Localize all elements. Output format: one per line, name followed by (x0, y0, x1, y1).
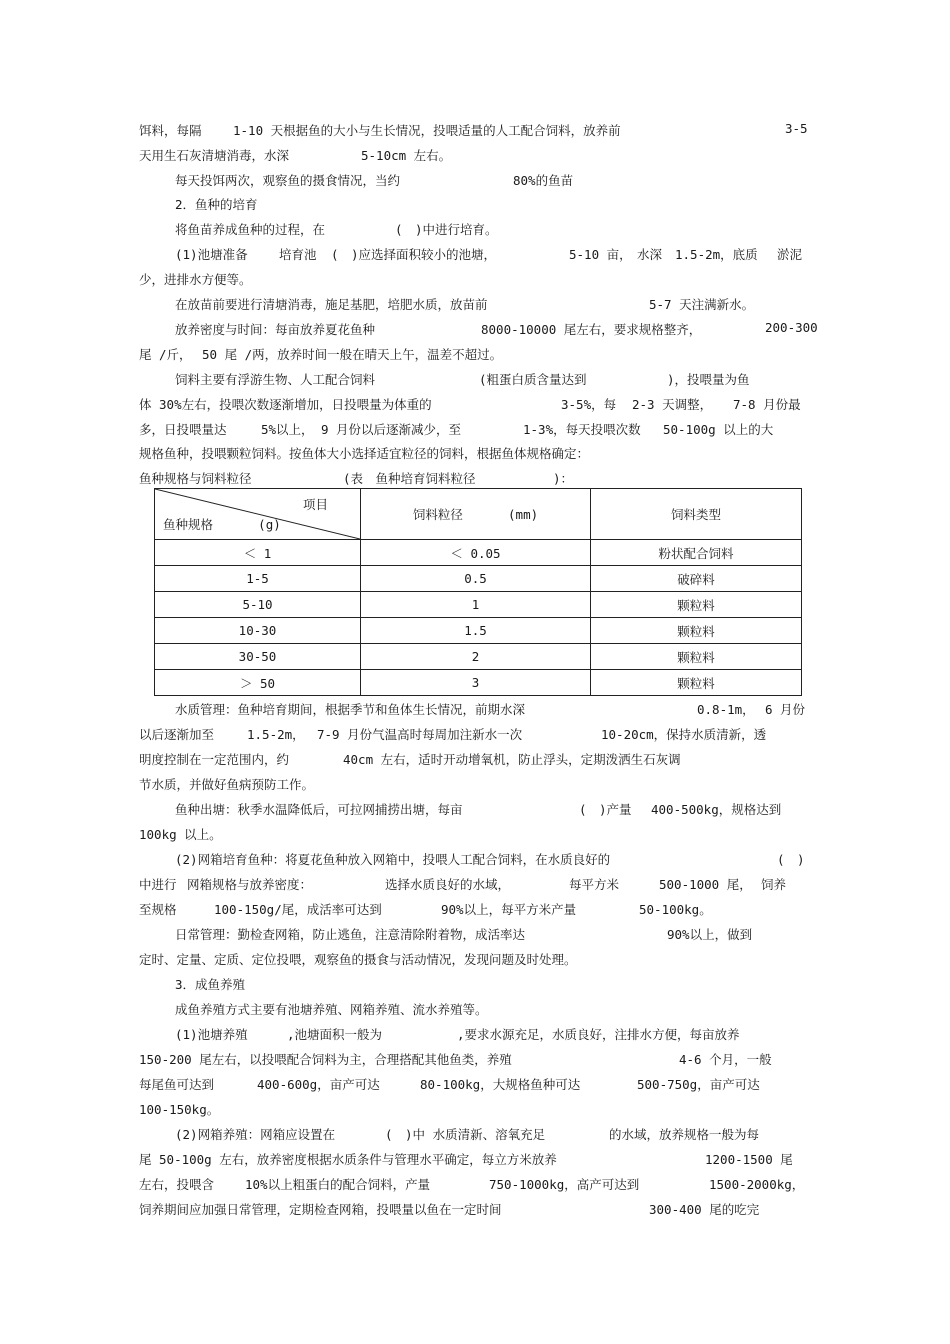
text-segment: 规格鱼种，投喂颗粒饲料。按鱼体大小选择适宜粒径的饲料，根据鱼体规格确定： (139, 446, 590, 461)
text-segment: 饵料，每隔 (139, 123, 202, 138)
table-row (155, 566, 802, 592)
cell-size: ＞ 50 (155, 670, 361, 696)
text-segment: 饲养期间应加强日常管理，定期检查网箱，投喂量以鱼在一定时间 (139, 1202, 502, 1217)
text-segment: 天用生石灰清塘消毒，水深 (139, 148, 290, 163)
text-segment: 将鱼苗养成鱼种的过程，在 (175, 222, 326, 237)
text-segment: 尾 50-100g 左右，放养密度根据水质条件与管理水平确定，每立方米放养 (139, 1152, 557, 1167)
table-header-row (155, 489, 802, 540)
text-line (0, 1150, 950, 1172)
text-segment: 10%以上粗蛋白的配合饲料，产量 (245, 1177, 431, 1192)
text-segment: ( ) (777, 852, 805, 867)
text-segment: 4-6 个月，一般 (679, 1052, 772, 1067)
text-segment: 90%以上，做到 (667, 927, 753, 942)
text-segment: ,池塘面积一般为 (287, 1027, 383, 1042)
feed-size-table (154, 488, 802, 696)
text-line (0, 370, 950, 392)
text-line (0, 1200, 950, 1222)
text-line (0, 270, 950, 292)
text-segment: 5-10cm 左右。 (361, 148, 452, 163)
text-segment: 多，日投喂量达 (139, 422, 227, 437)
text-segment: 鱼种规格与饲料粒径 (139, 471, 252, 486)
text-line (0, 220, 950, 242)
text-line (0, 700, 950, 722)
text-segment: 500-750g，亩产可达 (637, 1077, 760, 1092)
text-segment: )，投喂量为鱼 (667, 372, 750, 387)
text-segment: 100-150g/尾，成活率可达到 (214, 902, 382, 917)
text-segment: (粗蛋白质含量达到 (479, 372, 587, 387)
header-item: 项目 (302, 497, 328, 512)
text-segment: 7-9 月份气温高时每周加注新水一次 (317, 727, 523, 742)
text-segment: 明度控制在一定范围内，约 (139, 752, 290, 767)
text-segment: 5-10 亩， (569, 247, 632, 262)
text-line (0, 1125, 950, 1147)
text-segment: 3-5%，每 (561, 397, 617, 412)
text-segment: 400-500kg，规格达到 (651, 802, 782, 817)
table-row (155, 540, 802, 566)
section-heading (0, 195, 950, 217)
text-line (0, 1175, 950, 1197)
table-row (155, 592, 802, 618)
text-segment: 400-600g，亩产可达 (257, 1077, 380, 1092)
cell-particle: 3 (361, 670, 591, 696)
text-segment: 750-1000kg，高产可达到 (489, 1177, 640, 1192)
text-segment: 40cm 左右，适时开动增氧机，防止浮头，定期泼洒生石灰调 (343, 752, 681, 767)
text-segment: 日常管理：勤检查网箱，防止逃鱼，注意清除附着物，成活率达 (175, 927, 526, 942)
text-segment: 3-5 (785, 121, 808, 136)
text-line (0, 875, 950, 897)
text-segment: 50-100g 以上的大 (663, 422, 774, 437)
text-segment: 7-8 月份最 (733, 397, 801, 412)
text-line (0, 1050, 950, 1072)
text-segment: 尾 /斤， (139, 347, 192, 362)
text-segment: 500-1000 尾， (659, 877, 752, 892)
text-segment: 1500-2000kg， (709, 1177, 805, 1192)
text-segment: 10-20cm，保持水质清新，透 (601, 727, 767, 742)
text-segment: 饲养 (761, 877, 787, 892)
text-segment: 2．鱼种的培育 (175, 197, 258, 212)
table-row (155, 618, 802, 644)
text-segment: 100-150kg。 (139, 1102, 220, 1117)
text-segment: (表 鱼种培育饲料粒径 (343, 471, 476, 486)
text-segment: 90%以上，每平方米产量 (441, 902, 577, 917)
table-row (155, 670, 802, 696)
table-row (155, 644, 802, 670)
cell-size: 30-50 (155, 644, 361, 670)
header-feed-size-unit: (mm) (508, 507, 539, 522)
cell-size: ＜ 1 (155, 540, 361, 566)
text-segment: ( )产量 (579, 802, 632, 817)
text-segment: 3．成鱼养殖 (175, 977, 246, 992)
header-feed-type: 饲料类型 (591, 489, 802, 540)
text-segment: (2)网箱培育鱼种：将夏花鱼种放入网箱中，投喂人工配合饲料，在水质良好的 (175, 852, 611, 867)
text-segment: 50 尾 /两，放养时间一般在晴天上午，温差不超过。 (202, 347, 503, 362)
cell-size: 1-5 (155, 566, 361, 592)
text-segment: 的水域，放养规格一般为每 (609, 1127, 760, 1142)
cell-size: 10-30 (155, 618, 361, 644)
text-segment: (1)池塘养殖 (175, 1027, 248, 1042)
header-size-label: 鱼种规格 (163, 517, 214, 532)
text-segment: 至规格 (139, 902, 177, 917)
text-segment: 淤泥 (777, 247, 803, 262)
cell-particle: 2 (361, 644, 591, 670)
text-line (0, 245, 950, 267)
diagonal-header-cell (155, 489, 361, 540)
text-segment: 中进行 (139, 877, 177, 892)
text-segment: 少，进排水方便等。 (139, 272, 252, 287)
header-size (163, 515, 281, 533)
text-segment: 培育池 (279, 247, 317, 262)
text-segment: )： (553, 471, 574, 486)
text-segment: 150-200 尾左右，以投喂配合饲料为主，合理搭配其他鱼类，养殖 (139, 1052, 512, 1067)
text-line (0, 395, 950, 417)
text-segment: 选择水质良好的水域， (385, 877, 511, 892)
text-segment: 水质管理：鱼种培育期间，根据季节和鱼体生长情况，前期水深 (175, 702, 526, 717)
text-segment: 2-3 天调整， (632, 397, 713, 412)
text-line (0, 800, 950, 822)
text-line (0, 900, 950, 922)
cell-type: 颗粒料 (591, 644, 802, 670)
text-segment: 成鱼养殖方式主要有池塘养殖、网箱养殖、流水养殖等。 (175, 1002, 488, 1017)
text-segment: 左右，投喂含 (139, 1177, 215, 1192)
text-segment: 每天投饵两次，观察鱼的摄食情况，当约 (175, 173, 401, 188)
text-line (0, 295, 950, 317)
text-segment: 以后逐渐加至 (139, 727, 215, 742)
text-segment: 每尾鱼可达到 (139, 1077, 215, 1092)
text-line (0, 950, 950, 972)
text-line (0, 775, 950, 797)
text-segment: ( )应选择面积较小的池塘， (331, 247, 497, 262)
text-line (0, 1100, 950, 1122)
text-segment: 1-3%，每天投喂次数 (523, 422, 641, 437)
text-segment: 体 30%左右，投喂次数逐渐增加，日投喂量为体重的 (139, 397, 432, 412)
cell-type: 颗粒料 (591, 592, 802, 618)
text-segment: ( )中进行培育。 (395, 222, 498, 237)
text-segment: 节水质，并做好鱼病预防工作。 (139, 777, 315, 792)
text-line (0, 725, 950, 747)
text-segment: 9 月份以后逐渐减少，至 (321, 422, 462, 437)
cell-particle: 1.5 (361, 618, 591, 644)
text-line (0, 750, 950, 772)
text-line (0, 444, 950, 466)
text-segment: 水深 (637, 247, 663, 262)
text-segment: ( )中 水质清新、溶氧充足 (385, 1127, 546, 1142)
text-segment: (1)池塘准备 (175, 247, 248, 262)
cell-type: 颗粒料 (591, 618, 802, 644)
text-segment: (2)网箱养殖：网箱应设置在 (175, 1127, 336, 1142)
text-segment: 5%以上， (261, 422, 314, 437)
text-segment: 放养密度与时间：每亩放养夏花鱼种 (175, 322, 376, 337)
text-segment: 0.8-1m， (697, 702, 755, 717)
text-line (0, 1025, 950, 1047)
cell-particle: 0.5 (361, 566, 591, 592)
header-size-unit: (g) (258, 517, 281, 532)
text-line (0, 1075, 950, 1097)
cell-type: 粉状配合饲料 (591, 540, 802, 566)
text-segment: 1.5-2m， (247, 727, 305, 742)
text-line (0, 850, 950, 872)
text-segment: 网箱规格与放养密度： (187, 877, 313, 892)
text-line (0, 121, 950, 143)
cell-type: 颗粒料 (591, 670, 802, 696)
text-line (0, 1000, 950, 1022)
text-segment: 1.5-2m，底质 (675, 247, 758, 262)
text-segment: 50-100kg。 (639, 902, 712, 917)
cell-size: 5-10 (155, 592, 361, 618)
text-segment: 80-100kg，大规格鱼种可达 (420, 1077, 581, 1092)
text-segment: 1-10 天根据鱼的大小与生长情况，投喂适量的人工配合饲料，放养前 (233, 123, 621, 138)
text-line (0, 146, 950, 168)
text-line (0, 345, 950, 367)
text-segment: 饲料主要有浮游生物、人工配合饲料 (175, 372, 376, 387)
text-segment: 5-7 天注满新水。 (649, 297, 755, 312)
text-segment: 6 月份 (765, 702, 806, 717)
text-segment: 80%的鱼苗 (513, 173, 574, 188)
cell-particle: ＜ 0.05 (361, 540, 591, 566)
cell-particle: 1 (361, 592, 591, 618)
text-segment: 8000-10000 尾左右，要求规格整齐， (481, 322, 702, 337)
text-segment: 200-300 (765, 320, 818, 335)
text-segment: 300-400 尾的吃完 (649, 1202, 760, 1217)
text-segment: 100kg 以上。 (139, 827, 222, 842)
section-heading (0, 975, 950, 997)
text-line (0, 925, 950, 947)
text-segment: 1200-1500 尾 (705, 1152, 793, 1167)
text-segment: 在放苗前要进行清塘消毒，施足基肥，培肥水质，放苗前 (175, 297, 488, 312)
text-line (0, 320, 950, 342)
text-segment: ,要求水源充足，水质良好，注排水方便，每亩放养 (457, 1027, 740, 1042)
header-feed-size-label: 饲料粒径 (412, 507, 463, 522)
text-segment: 每平方米 (569, 877, 620, 892)
text-segment: 鱼种出塘：秋季水温降低后，可拉网捕捞出塘，每亩 (175, 802, 463, 817)
text-line (0, 420, 950, 442)
text-line (0, 825, 950, 847)
cell-type: 破碎料 (591, 566, 802, 592)
text-line (0, 171, 950, 193)
text-segment: 定时、定量、定质、定位投喂，观察鱼的摄食与活动情况，发现问题及时处理。 (139, 952, 577, 967)
header-feed-size (361, 489, 591, 540)
